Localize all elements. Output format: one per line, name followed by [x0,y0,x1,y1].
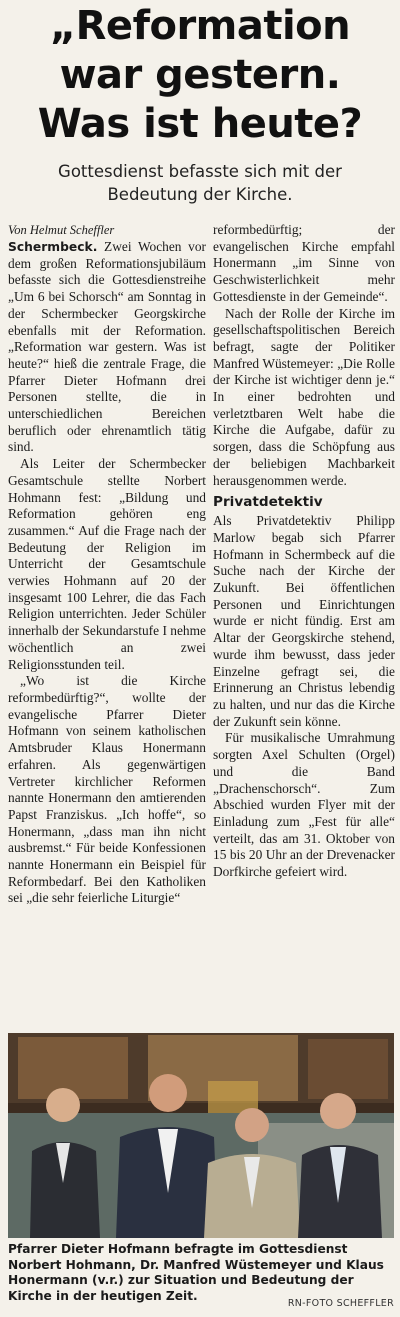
article-column-right [213,222,395,881]
subheadline-line-1: Gottesdienst befasste sich mit der [58,162,342,181]
body-paragraph: reformbedürftig; der evangelischen Kirche empfahl Honermann „im Sinne von Geschwisterlichkeit mehr Gottesdienste in der Gemeinde“. [213,222,395,304]
byline: Von Helmut Scheffler [8,223,115,237]
headline-line-1: „Reformation [49,3,351,49]
headline-line-2: war gestern. [59,52,341,98]
dateline: Schermbeck. [8,240,98,254]
photo-caption: Pfarrer Dieter Hofmann befragte im Gottesdienst Norbert Hohmann, Dr. Manfred Wüstemeyer und Klaus Honermann (v.r.) zur Situation und Bedeutung der Kirche in der heutigen Zeit. [8,1242,384,1303]
photo-credit: RN-FOTO SCHEFFLER [287,1298,394,1309]
subheadline [0,160,400,206]
body-paragraph: „Wo ist die Kirche reformbedürftig?“, wollte der evangelische Pfarrer Dieter Hofmann von seinem katholischen Amtsbruder Klaus Honermann erfahren. Als gegenwärtigen Vertreter kirchlicher Reformen nannte Honermann den amtierenden Papst Franziskus. „Ich hoffe“, so Honermann, „dass man ihn nicht ausbremst.“ Für beide Konfessionen nannte Honermann ein Beispiel für Reformbedarf. Bei den Katholiken sei „die sehr feierliche Liturgie“ [8,673,206,906]
section-subtitle: Privatdetektiv [213,494,323,511]
article-column-left [8,222,206,907]
body-paragraph: Als Leiter der Schermbecker Gesamtschule stellte Norbert Hohmann fest: „Bildung und Reformation gehören eng zusammen.“ Auf die Frage nach der Bedeutung der Religion im Unterricht der Gesamtschule verwies Hohmann auf 20 der insgesamt 100 Lehrer, die das Fach Religion unterrichten. Jeder Schüler innerhalb der Sekundarstufe I nehme wöchentlich an zwei Religionsstunden teil. [8,456,206,672]
body-paragraph: Für musikalische Umrahmung sorgten Axel Schulten (Orgel) und die Band „Drachenschorsch“. Zum Abschied wurden Flyer mit der Einladung zum „Fest für alle“ verteilt, das am 31. Oktober von 15 bis 20 Uhr an der Drevenacker Dorfkirche gefeiert wird. [213,730,395,880]
subheadline-line-2: Bedeutung der Kirche. [107,185,293,204]
headline-line-3: Was ist heute? [37,101,363,147]
headline [0,2,400,149]
body-paragraph: Nach der Rolle der Kirche im gesellschaftspolitischen Bereich befragt, sagte der Politiker Manfred Wüstemeyer: „Die Rolle der Kirche ist wichtiger denn je.“ In einer bedrohten und verletztbaren Welt habe die Kirche die Aufgabe, dafür zu sorgen, dass die Schöpfung aus der beliebigen Machbarkeit herausgenommen werde. [213,305,395,488]
body-paragraph [8,239,206,456]
body-paragraph: Als Privatdetektiv Philipp Marlow begab sich Pfarrer Hofmann in Schermbeck auf die Suche nach der Kirche der Zukunft. Bei öffentlichen Personen und Einrichtungen wurde er nicht fündig. Erst am Altar der Georgskirche stehend, wurde ihm bewusst, dass jeder Einzelne gefragt sei, die Erinnerung an Christus lebendig zu halten, und nur das die Kirche der Zukunft sein könne. [213,513,395,729]
photo-illustration [8,1033,394,1238]
body-paragraph-text: Zwei Wochen vor dem großen Reformationsjubiläum befasste sich die Gottesdienstreihe „Um 6 bei Schorsch“ am Sonntag in der Schermbecker Georgskirche ebenfalls mit der Reformation. „Reformation war gestern. Was ist heute?“ hieß die zentrale Frage, die Pfarrer Dieter Hofmann drei Personen stellte, die in unterschiedlichen Bereichen beruflich oder ehrenamtlich tätig sind. [8,239,206,455]
article-photo [8,1033,394,1238]
